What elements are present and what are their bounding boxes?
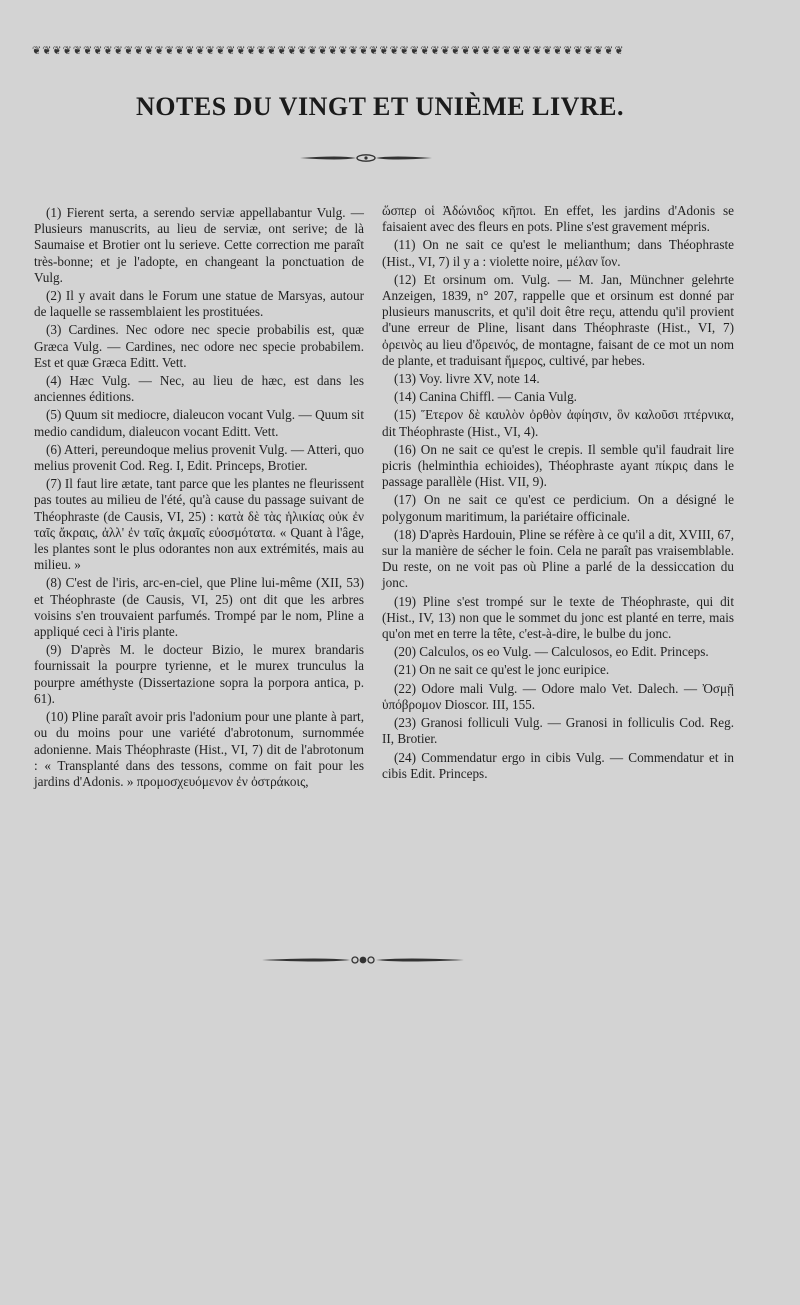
note-item: (6) Atteri, pereundoque melius provenit Vulg. — Atteri, quo melius provenit Cod. Reg. I, Edit. Princeps, Brotier.	[34, 441, 364, 474]
note-item: (11) On ne sait ce qu'est le melianthum; dans Théophraste (Hist., VI, 7) il y a : violette noire, μέλαν ἴον.	[382, 237, 734, 269]
note-item: (22) Odore mali Vulg. — Odore malo Vet. Dalech. — Ὀσμῇ ὑπόβρομον Dioscor. III, 155.	[382, 680, 734, 712]
page-title: NOTES DU VINGT ET UNIÈME LIVRE.	[136, 92, 624, 121]
note-item: (2) Il y avait dans le Forum une statue de Marsyas, autour de laquelle se rassemblaient les prostituées.	[34, 288, 364, 320]
note-item: (8) C'est de l'iris, arc-en-ciel, que Pline lui-même (XII, 53) et Théophraste (de Causis, VI, 25) ont dit que les arbres voisins s'en trouvaient parfumés. Trompé par le nom, Pline a appliqué ceci à l'iris plante.	[34, 575, 364, 640]
note-item: (3) Cardines. Nec odore nec specie probabilis est, quæ Græca Vulg. — Cardines, nec odore nec specie probabilem. Est et quæ Græca Editt. Vett.	[34, 322, 364, 370]
note-item: (9) D'après M. le docteur Bizio, le murex brandaris fournissait la pourpre tyrienne, et le murex trunculus la pourpre améthyste (Dissertazione sopra la porpora antica, p. 61).	[34, 642, 364, 706]
title-divider	[300, 152, 432, 164]
note-item: (5) Quum sit mediocre, dialeucon vocant Vulg. — Quum sit medio candidum, dialeucon vocant Editt. Vett.	[34, 407, 364, 439]
note-item: (14) Canina Chiffl. — Cania Vulg.	[394, 389, 577, 405]
note-item: (18) D'après Hardouin, Pline se réfère à ce qu'il a dit, XVIII, 67, sur la manière de sécher le foin. Cela ne paraît pas vraisemblable. Du reste, on ne voit pas où Pline a parlé de la dessiccation du jonc.	[382, 526, 734, 591]
right-column	[382, 203, 734, 784]
note-item: (17) On ne sait ce qu'est ce perdicium. On a désigné le polygonum maritimum, la pariétaire officinale.	[382, 492, 734, 524]
note-item: (13) Voy. livre XV, note 14.	[394, 371, 540, 387]
note-continuation: ὥσπερ οἱ Ἀδώνιδος κῆποι. En effet, les jardins d'Adonis se faisaient avec des fleurs en pots. Pline s'est gravement mépris.	[382, 203, 734, 235]
note-item: (20) Calculos, os eo Vulg. — Calculosos, eo Edit. Princeps.	[394, 644, 709, 660]
note-item: (1) Fierent serta, a serendo serviæ appellabantur Vulg. — Plusieurs manuscrits, au lieu de serviæ, ont serive; de là Saumaise et Brotier ont lu serieve. Cette correction me paraît très-bonne; et je l'adopte, en changeant la ponctuation de Vulg.	[34, 205, 364, 285]
top-ornament-border: ❦❦❦❦❦❦❦❦❦❦❦❦❦❦❦❦❦❦❦❦❦❦❦❦❦❦❦❦❦❦❦❦❦❦❦❦❦❦❦❦❦❦❦❦❦❦❦❦❦❦❦❦❦❦❦❦❦❦	[32, 44, 625, 57]
note-item: (24) Commendatur ergo in cibis Vulg. — Commendatur et in cibis Edit. Princeps.	[382, 749, 734, 781]
left-column	[34, 205, 364, 792]
note-item: (15) Ἕτερον δὲ καυλὸν ὀρθὸν ἀφίησιν, ὃν καλοῦσι πτέρνικα, dit Théophraste (Hist., VI, 4).	[382, 407, 734, 439]
note-item: (23) Granosi folliculi Vulg. — Granosi in folliculis Cod. Reg. II, Brotier.	[382, 715, 734, 747]
note-item: (16) On ne sait ce qu'est le crepis. Il semble qu'il faudrait lire picris (helminthia echioides), Théophraste ayant πίκρις dans le passage parallèle (Hist. VII, 9).	[382, 441, 734, 490]
note-item: (4) Hæc Vulg. — Nec, au lieu de hæc, est dans les anciennes éditions.	[34, 373, 364, 405]
note-item: (19) Pline s'est trompé sur le texte de Théophraste, qui dit (Hist., IV, 13) non que le sommet du jonc est planté en terre, mais qu'on met en terre la tête, c'est-à-dire, le bulbe du jonc.	[382, 593, 734, 642]
note-item: (7) Il faut lire ætate, tant parce que les plantes ne fleurissent pas toutes au milieu de l'été, qu'à cause du passage suivant de Théophraste (de Causis, VI, 25) : κατὰ δὲ τὰς ἡλικίας οὐκ ἐν ταῖς ἄκραις, ἀλλ' ἐν ταῖς ἀκμαῖς εὐοσμότατα. « Quant à l'âge, les plantes sont le plus odorantes non aux extrémités, mais au milieu. »	[34, 476, 364, 573]
note-item: (21) On ne sait ce qu'est le jonc euripice.	[394, 662, 610, 678]
note-item: (10) Pline paraît avoir pris l'adonium pour une plante à part, ou du moins pour une variété d'abrotonum, surnommée adonienne. Mais Théophraste (Hist., VI, 7) dit de l'abrotonum : « Transplanté dans des tessons, comme on fait pour les jardins d'Adonis. » προμοσχευόμενον ἐν ὀστράκοις,	[34, 709, 364, 789]
end-ornament-divider	[262, 954, 464, 966]
note-item: (12) Et orsinum om. Vulg. — M. Jan, Münchner gelehrte Anzeigen, 1839, n° 207, rappelle que et orsinum est donné par plusieurs manuscrits, et qu'il doit être reçu, attendu qu'il provient d'une erreur de Pline, lisant dans Théophraste (Hist., VI, 7) ὀρεινὸς au lieu d'ὄρεινός, de montagne, faisant de ce mot un nom de plante, et traduisant ἥμερος, cultivé, par hebes.	[382, 271, 734, 368]
